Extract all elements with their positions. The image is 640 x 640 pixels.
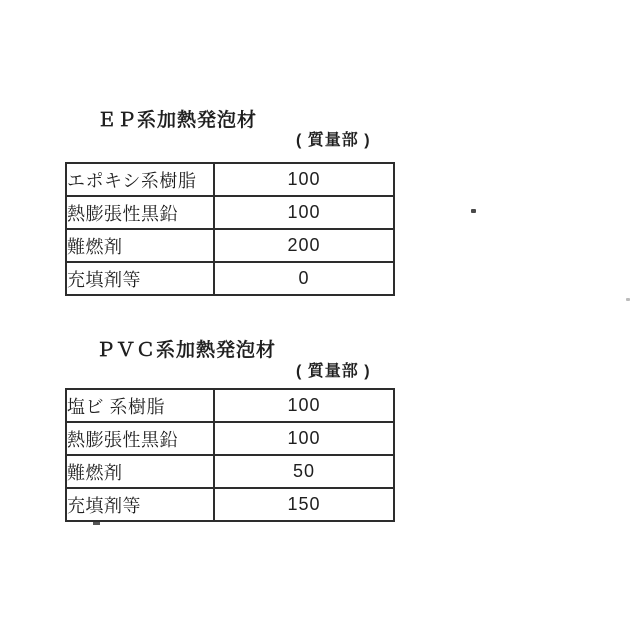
table-row bbox=[66, 196, 394, 229]
ingredient-label: 難燃剤 bbox=[66, 455, 214, 488]
ingredient-label: 熱膨張性黒鉛 bbox=[66, 196, 214, 229]
ingredient-value: 100 bbox=[214, 389, 394, 422]
ingredient-value: 100 bbox=[214, 196, 394, 229]
ingredient-value: 0 bbox=[214, 262, 394, 295]
ingredient-value: 100 bbox=[214, 422, 394, 455]
ingredient-value: 200 bbox=[214, 229, 394, 262]
table-row bbox=[66, 389, 394, 422]
ingredient-value: 100 bbox=[214, 163, 394, 196]
ingredient-value: 50 bbox=[214, 455, 394, 488]
scan-artifact-dot bbox=[626, 298, 630, 301]
table2-unit-label: ( 質量部 ) bbox=[296, 363, 371, 380]
ingredient-label: エポキシ系樹脂 bbox=[66, 163, 214, 196]
table-row bbox=[66, 422, 394, 455]
table2-title: ＰＶＣ系加熱発泡材 bbox=[96, 340, 277, 361]
table1-unit-label: ( 質量部 ) bbox=[296, 132, 371, 149]
table2-composition bbox=[65, 388, 395, 522]
ingredient-label: 充填剤等 bbox=[66, 262, 214, 295]
ingredient-label: 熱膨張性黒鉛 bbox=[66, 422, 214, 455]
ingredient-label: 塩ビ 系樹脂 bbox=[66, 389, 214, 422]
table-row bbox=[66, 229, 394, 262]
scan-artifact-dot bbox=[93, 522, 100, 525]
table-row bbox=[66, 262, 394, 295]
table1-title: ＥＰ系加熱発泡材 bbox=[97, 110, 258, 131]
table-row bbox=[66, 488, 394, 521]
table1-composition bbox=[65, 162, 395, 296]
table-row bbox=[66, 455, 394, 488]
ingredient-value: 150 bbox=[214, 488, 394, 521]
scan-artifact-dot bbox=[471, 209, 476, 213]
ingredient-label: 難燃剤 bbox=[66, 229, 214, 262]
ingredient-label: 充填剤等 bbox=[66, 488, 214, 521]
table-row bbox=[66, 163, 394, 196]
